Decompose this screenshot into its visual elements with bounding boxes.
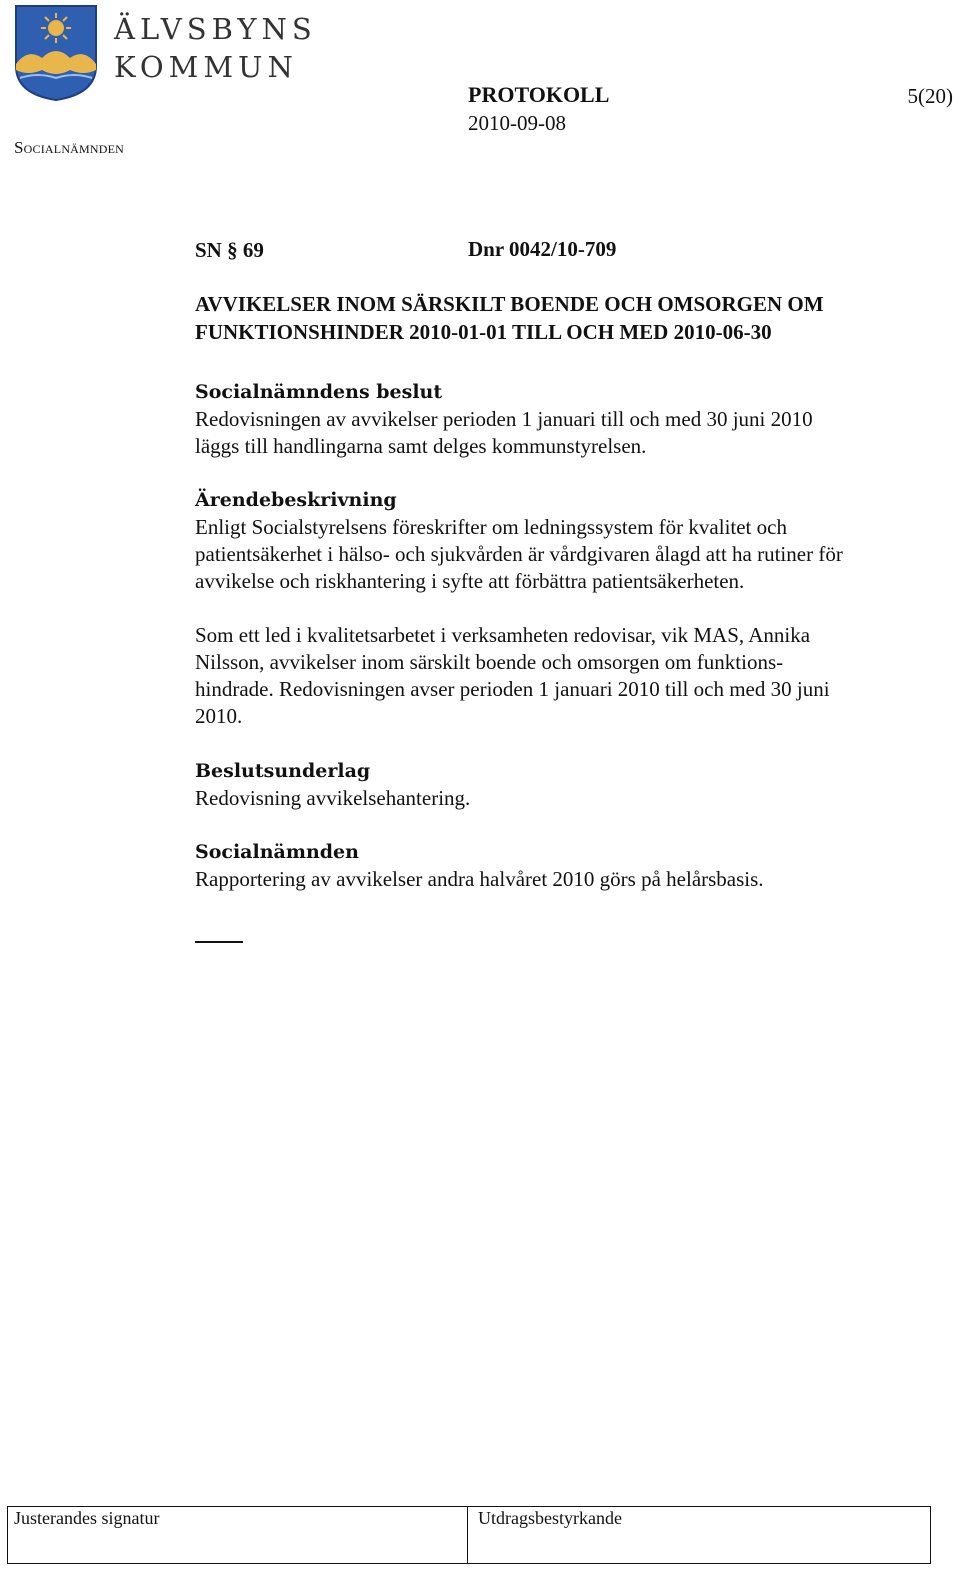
socialnamnden-section xyxy=(195,839,935,893)
justerandes-signatur-label: Justerandes signatur xyxy=(14,1508,160,1528)
arende-line: Enligt Socialstyrelsens föreskrifter om ledningssystem för kvalitet och xyxy=(195,515,787,539)
underlag-text: Redovisning avvikelsehantering. xyxy=(195,786,471,810)
beslut-line: läggs till handlingarna samt delges kommunstyrelsen. xyxy=(195,434,647,458)
department-name: Socialnämnden xyxy=(14,138,125,157)
organization-name-line2: KOMMUN xyxy=(114,50,298,84)
beslut-line: Redovisningen av avvikelser perioden 1 januari till och med 30 juni 2010 xyxy=(195,407,813,431)
document-type: PROTOKOLL xyxy=(468,82,610,107)
socialnamnden-text: Rapportering av avvikelser andra halvåret 2010 görs på helårsbasis. xyxy=(195,867,764,891)
arende-line: Som ett led i kvalitetsarbetet i verksamheten redovisar, vik MAS, Annika xyxy=(195,623,811,647)
socialnamnden-heading: Socialnämnden xyxy=(195,841,359,863)
page-number: 5(20) xyxy=(907,84,953,108)
footer-divider xyxy=(467,1507,468,1563)
underlag-section xyxy=(195,758,935,812)
diary-number: Dnr 0042/10-709 xyxy=(468,237,617,261)
document-date: 2010-09-08 xyxy=(468,111,566,135)
arende-line: Nilsson, avvikelser inom särskilt boende och omsorgen om funktions- xyxy=(195,650,784,674)
organization-name xyxy=(114,10,317,86)
end-rule xyxy=(195,941,243,943)
arende-paragraph-2 xyxy=(195,622,935,730)
arende-heading: Ärendebeskrivning xyxy=(195,489,397,511)
beslut-heading: Socialnämndens beslut xyxy=(195,381,443,403)
signature-footer xyxy=(7,1506,931,1564)
municipality-crest-icon xyxy=(14,4,98,102)
arende-line: patientsäkerhet i hälso- och sjukvården är vårdgivaren ålagd att ha rutiner för xyxy=(195,542,843,566)
organization-name-line1: ÄLVSBYNS xyxy=(114,12,317,46)
arende-line: 2010. xyxy=(195,704,243,728)
arende-line: hindrade. Redovisningen avser perioden 1 januari 2010 till och med 30 juni xyxy=(195,677,830,701)
arende-section xyxy=(195,487,935,595)
case-title-line1: AVVIKELSER INOM SÄRSKILT BOENDE OCH OMSORGEN OM xyxy=(195,292,824,316)
case-title-line2: FUNKTIONSHINDER 2010-01-01 TILL OCH MED 2010-06-30 xyxy=(195,320,772,344)
case-title xyxy=(195,290,935,346)
section-number: SN § 69 xyxy=(195,238,264,262)
arende-line: avvikelse och riskhantering i syfte att förbättra patientsäkerheten. xyxy=(195,569,745,593)
beslut-section xyxy=(195,379,935,460)
underlag-heading: Beslutsunderlag xyxy=(195,760,371,782)
utdragsbestyrkande-label: Utdragsbestyrkande xyxy=(478,1508,622,1528)
